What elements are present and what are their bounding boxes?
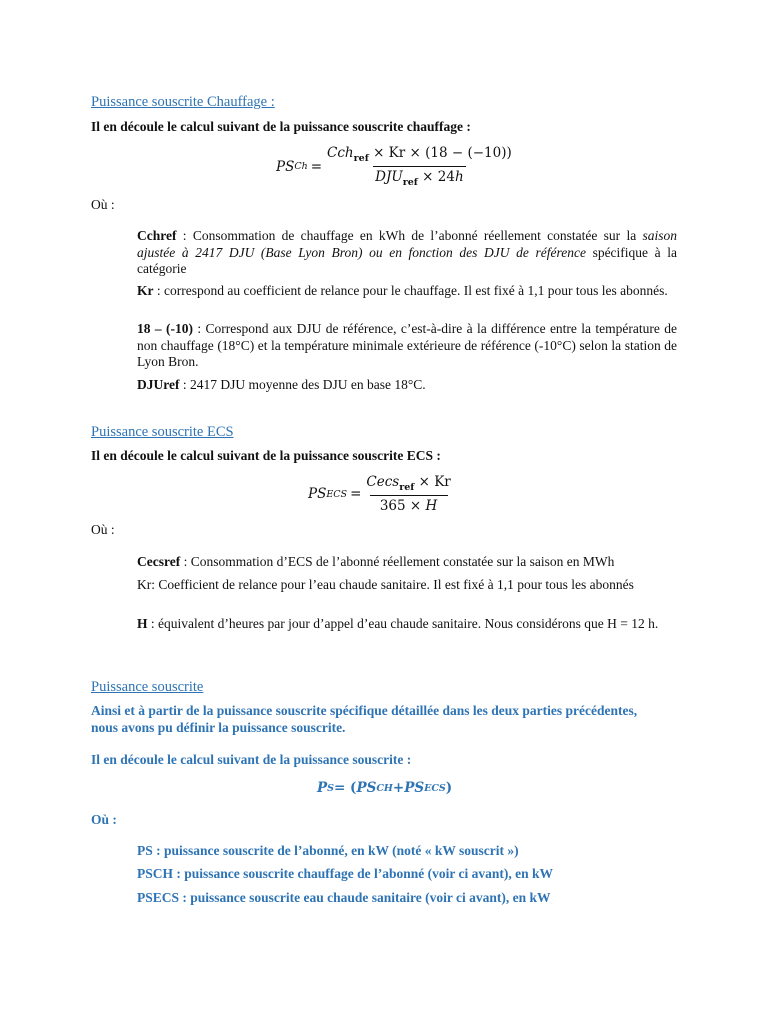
def-cecsref [137, 554, 677, 571]
heading-ps: Puissance souscrite [91, 679, 204, 695]
formula-plus: + [392, 780, 405, 796]
para-ps-calc: Il en découle le calcul suivant de la puissance souscrite : [91, 752, 412, 767]
list-item-psch: PSCH : puissance souscrite chauffage de l’abonné (voir ci avant), en kW [137, 866, 554, 881]
def-text: Consommation d’ECS de l’abonné réellement constatée sur la saison en MWh [190, 554, 615, 569]
num-rest: × Kr [414, 474, 451, 490]
formula-equals: = [350, 486, 362, 502]
def-djuref [137, 377, 677, 394]
def-term: Cchref [137, 228, 177, 243]
formula-ps-ch [276, 145, 514, 188]
formula-ps-ecs [308, 474, 453, 514]
formula-close: ) [445, 780, 453, 796]
ou-label-3: Où : [91, 812, 117, 827]
def-h [137, 616, 677, 633]
formula-lhs-sub: ECS [326, 488, 348, 500]
formula-lhs-sub: Ch [294, 161, 308, 172]
num-cecs: Cecs [366, 474, 400, 490]
ou-label-2: Où : [91, 522, 115, 537]
formula-lhs-sub: S [327, 782, 335, 794]
formula-ps [317, 780, 452, 796]
heading-ecs: Puissance souscrite ECS [91, 424, 234, 440]
formula-lhs: PS [308, 486, 327, 502]
def-kr [137, 283, 677, 300]
num-cecs-sub: ref [399, 482, 415, 493]
formula-equals: = [310, 158, 323, 175]
formula-psecs: PS [404, 780, 425, 796]
def-text: équivalent d’heures par jour d’appel d’eau chaude sanitaire. Nous considérons que H = 12 h. [158, 616, 659, 631]
def-sep: : [176, 228, 193, 243]
para-ps-intro: Ainsi et à partir de la puissance souscrite spécifique détaillée dans les deux parties précédentes, nous avons pu définir la puissance souscrite. [91, 703, 638, 735]
num-rest: × Kr × (18 − (−10)) [368, 145, 512, 161]
def-term: 18 – (-10) [137, 321, 193, 336]
den-h: H [425, 498, 438, 514]
formula-psecs-sub: ECS [424, 782, 446, 794]
def-text: 2417 DJU moyenne des DJU en base 18°C. [190, 377, 426, 392]
formula-psch: PS [356, 780, 377, 796]
def-sep: : [179, 377, 190, 392]
formula-psch-sub: CH [376, 782, 393, 794]
def-text: correspond au coefficient de relance pour le chauffage. Il est fixé à 1,1 pour tous les abonnés. [164, 283, 668, 298]
list-item-psecs: PSECS : puissance souscrite eau chaude sanitaire (voir ci avant), en kW [137, 890, 551, 905]
def-term: H [137, 616, 148, 631]
def-text-italic: saison ajustée à 2417 DJU (Base Lyon Bron) ou en fonction des DJU de référence [137, 228, 677, 260]
def-18-10 [137, 321, 677, 371]
ou-label-1: Où : [91, 197, 115, 212]
formula-fraction [364, 474, 452, 514]
def-cchref [137, 228, 677, 278]
den-h: h [454, 169, 464, 185]
den-rest: × 24 [417, 169, 455, 185]
def-text: Kr: Coefficient de relance pour l’eau chaude sanitaire. Il est fixé à 1,1 pour tous les abonnés [137, 577, 634, 592]
num-cch: Cch [327, 145, 354, 161]
den-dju-sub: ref [402, 177, 418, 188]
def-sep: : [153, 283, 165, 298]
def-sep: : [180, 554, 191, 569]
def-sep: : [147, 616, 159, 631]
formula-lhs: P [317, 780, 328, 796]
def-text-end: spécifique à la catégorie [137, 244, 677, 276]
def-sep: : [192, 321, 206, 336]
heading-chauffage: Puissance souscrite Chauffage : [91, 94, 275, 110]
def-text: Correspond aux DJU de référence, c’est-à-dire à la différence entre la température de non chauffage (18°C) et la température minimale extérieure de référence (-10°C) selon la station de Lyon Bron. [137, 321, 677, 369]
formula-equals: = ( [334, 780, 357, 796]
def-text: Consommation de chauffage en kWh de l’abonné réellement constatée sur la [192, 228, 643, 243]
def-kr-ecs [137, 577, 677, 594]
den-365: 365 × [379, 498, 426, 514]
def-term: DJUref [137, 377, 180, 392]
def-term: Cecsref [137, 554, 181, 569]
num-cch-sub: ref [353, 153, 369, 164]
den-dju: DJU [375, 169, 403, 185]
formula-fraction [325, 145, 514, 188]
intro-chauffage: Il en découle le calcul suivant de la puissance souscrite chauffage : [91, 119, 471, 134]
intro-ecs: Il en découle le calcul suivant de la puissance souscrite ECS : [91, 448, 441, 463]
formula-lhs: PS [276, 158, 295, 175]
def-term: Kr [137, 283, 154, 298]
list-item-ps: PS : puissance souscrite de l’abonné, en kW (noté « kW souscrit ») [137, 843, 519, 858]
